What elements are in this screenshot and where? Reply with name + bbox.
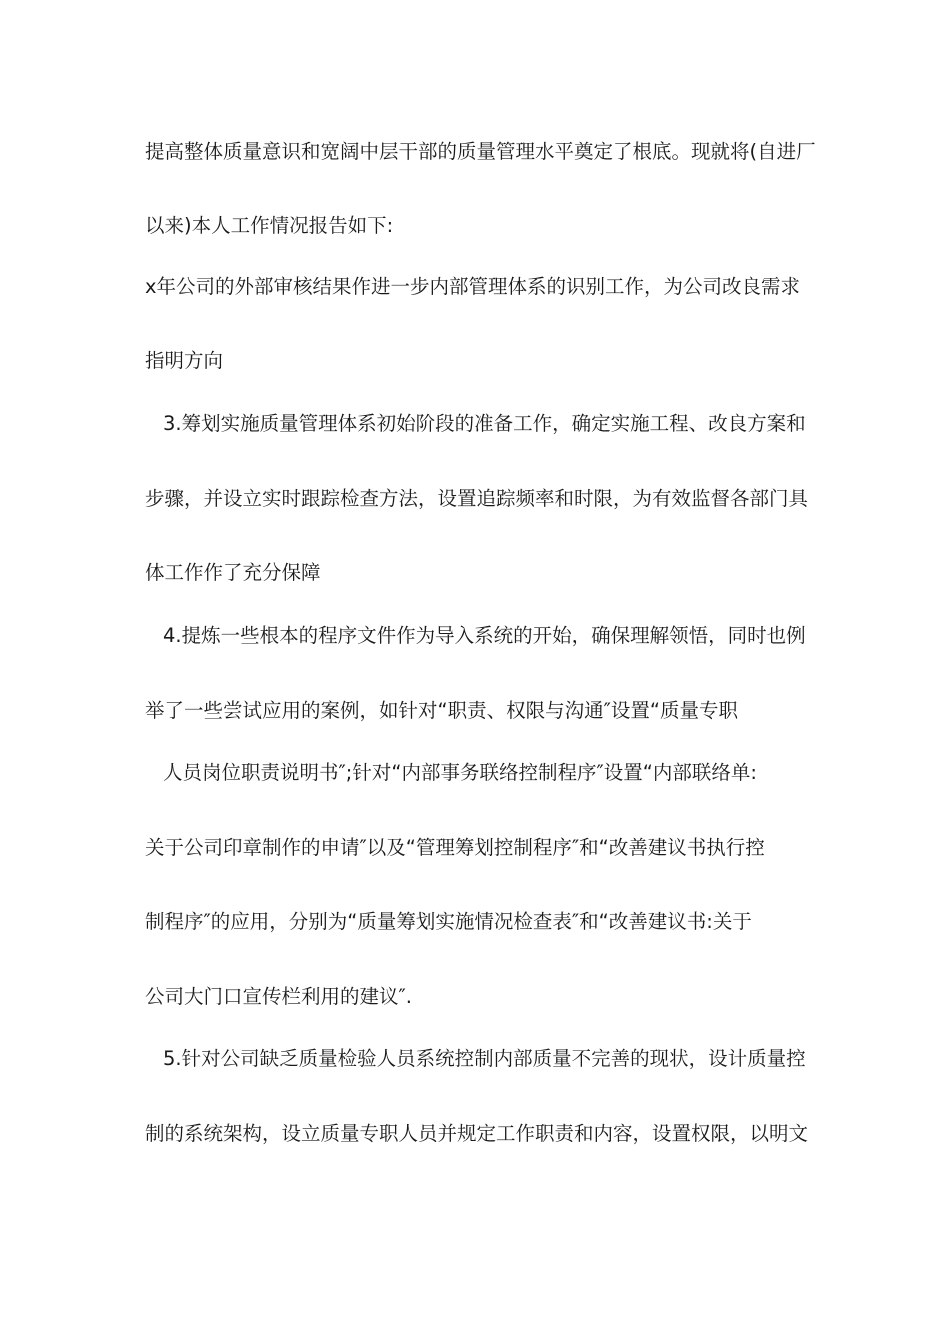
text-line: 提高整体质量意识和宽阔中层干部的质量管理水平奠定了根底。现就将(自进厂 [145,140,816,163]
text-line: 公司大门口宣传栏利用的建议″. [145,985,412,1008]
text-line: 4.提炼一些根本的程序文件作为导入系统的开始，确保理解领悟，同时也例 [163,624,806,647]
text-line: 3.筹划实施质量管理体系初始阶段的准备工作，确定实施工程、改良方案和 [163,412,806,435]
text-line: 5.针对公司缺乏质量检验人员系统控制内部质量不完善的现状，设计质量控 [163,1047,806,1070]
text-line: 以来)本人工作情况报告如下: [145,214,394,237]
text-line: x年公司的外部审核结果作进一步内部管理体系的识别工作，为公司改良需求 [145,275,801,298]
text-line: 体工作作了充分保障 [145,561,321,584]
text-line: 步骤，并设立实时跟踪检查方法，设置追踪频率和时限，为有效监督各部门具 [145,487,809,510]
text-line: 指明方向 [145,349,224,372]
text-line: 制的系统架构，设立质量专职人员并规定工作职责和内容，设置权限，以明文 [145,1122,809,1145]
text-line: 举了一些尝试应用的案例，如针对“职责、权限与沟通″设置“质量专职 [145,699,738,722]
text-line: 关于公司印章制作的申请″以及“管理筹划控制程序″和“改善建议书执行控 [145,836,765,859]
text-line: 制程序″的应用，分别为“质量筹划实施情况检查表″和“改善建议书:关于 [145,910,752,933]
text-line: 人员岗位职责说明书″;针对“内部事务联络控制程序″设置“内部联络单: [163,761,757,784]
